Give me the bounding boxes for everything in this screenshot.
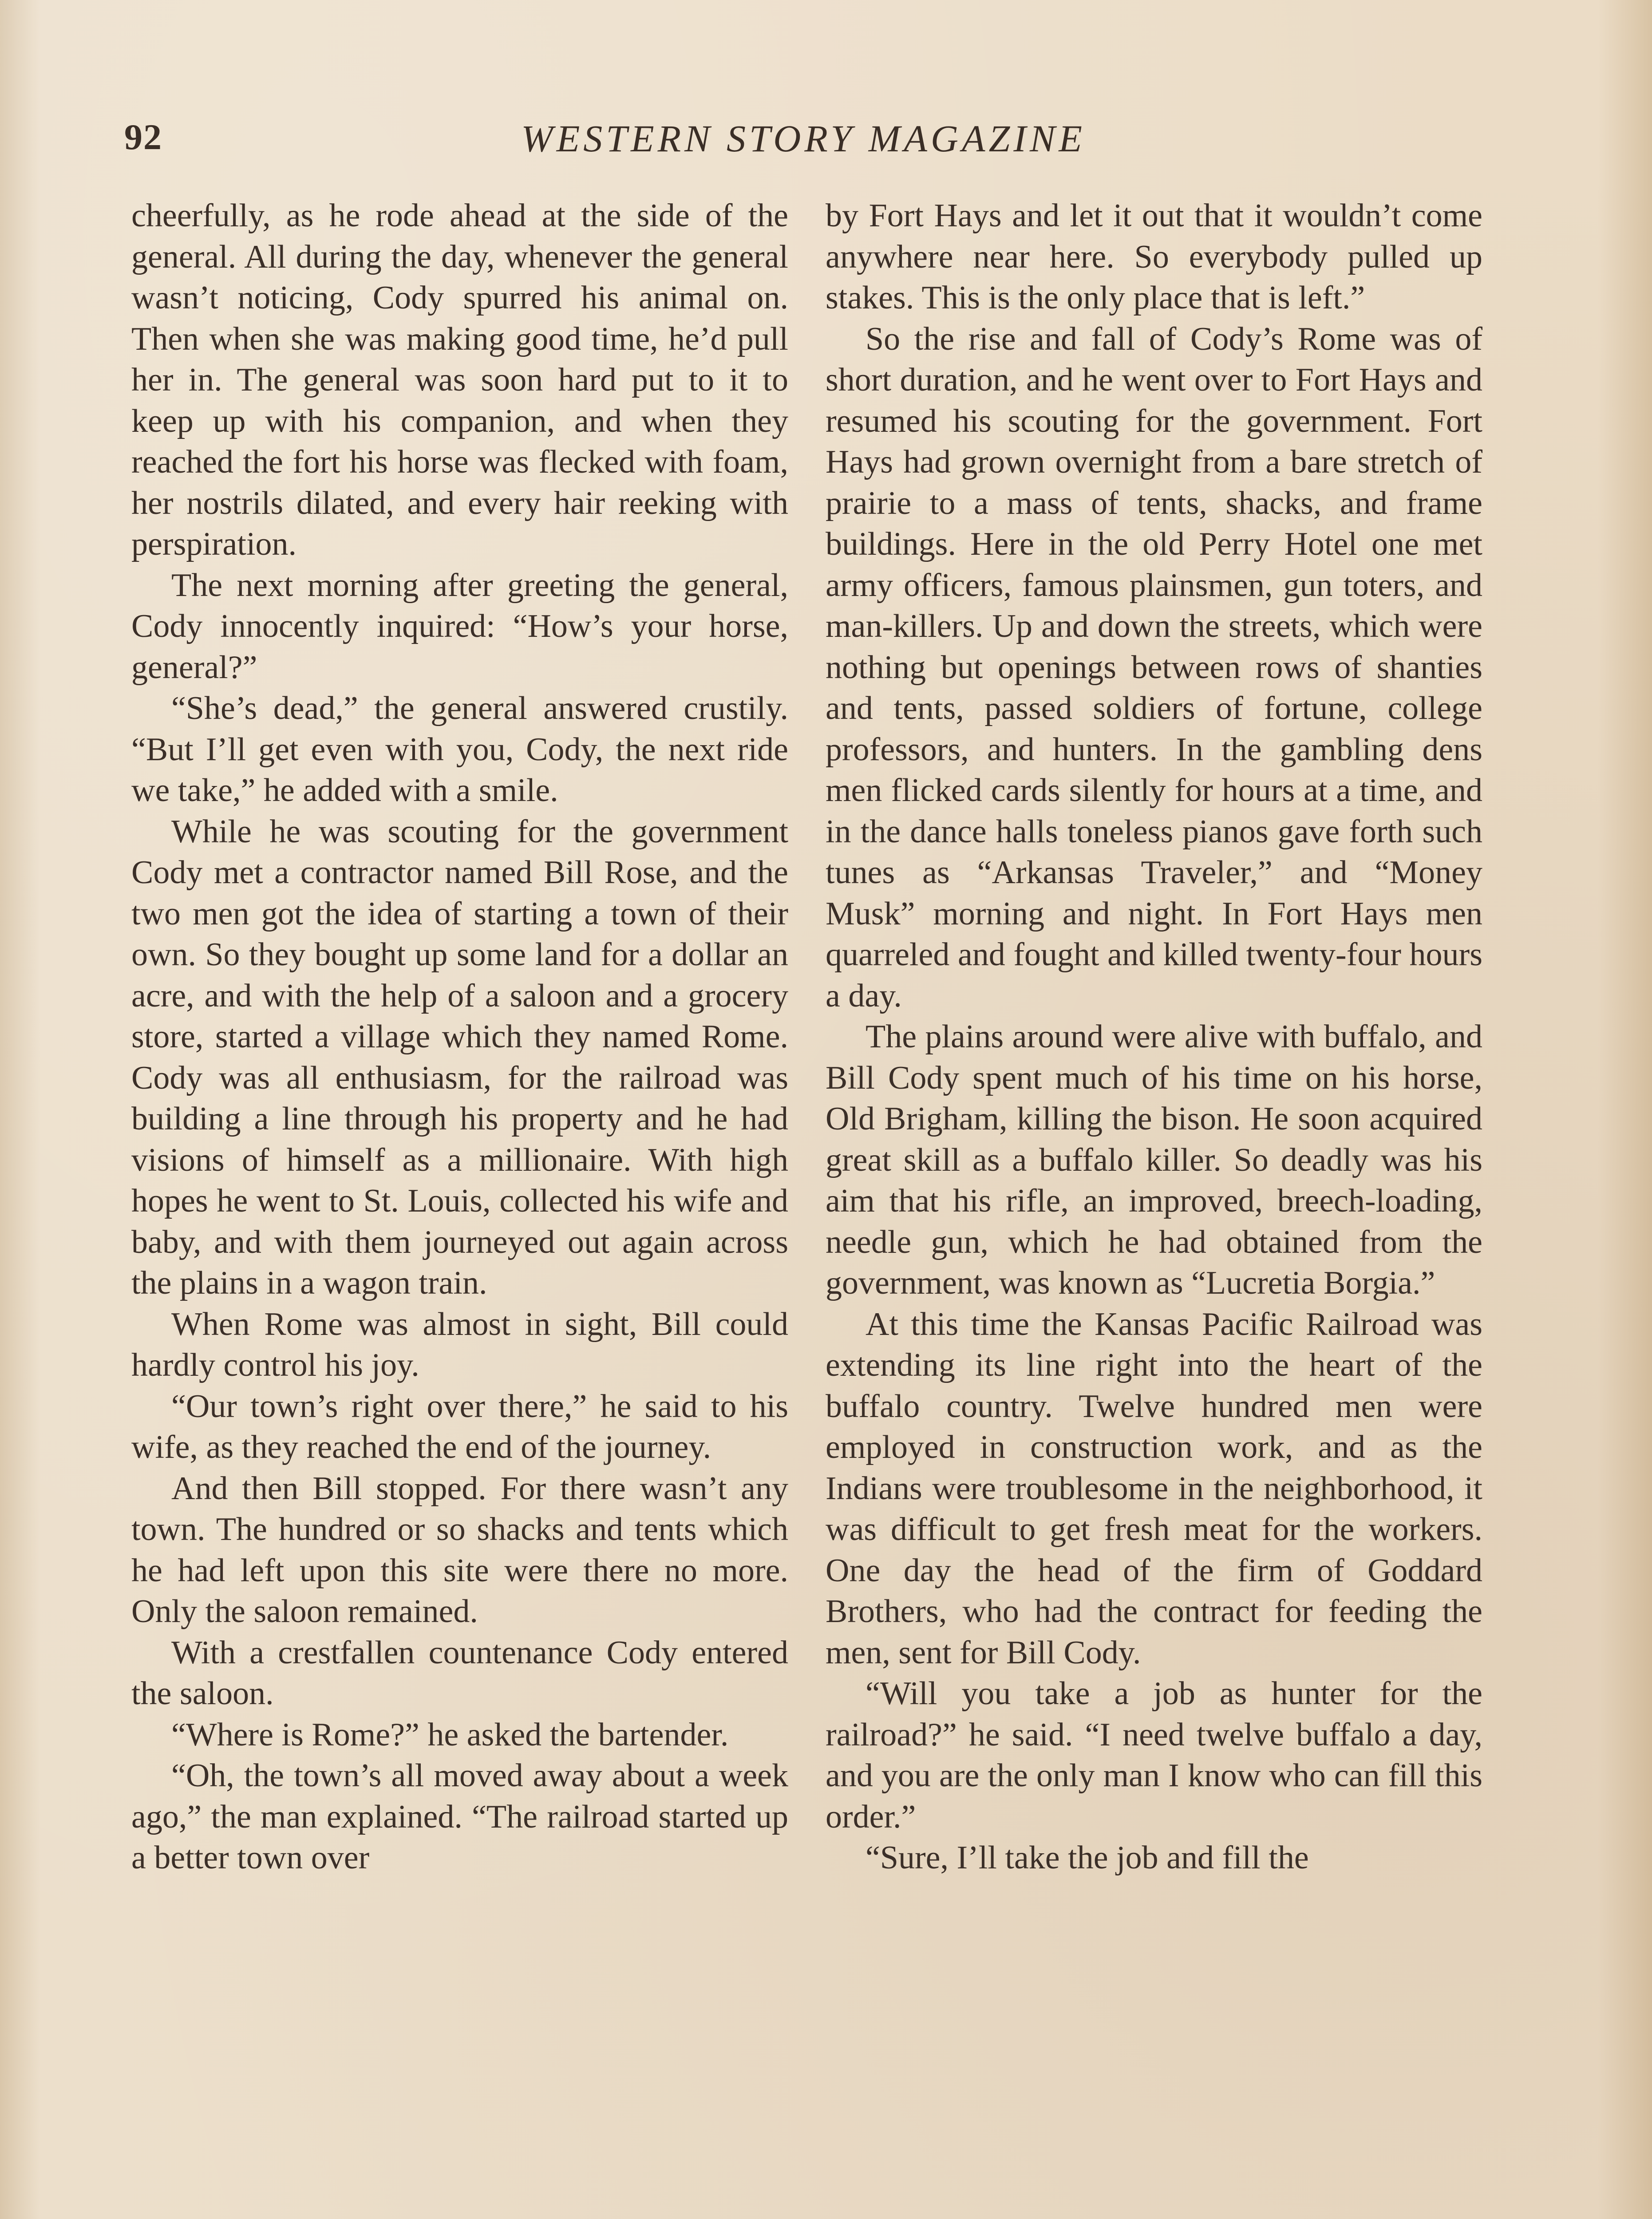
page-header — [124, 116, 1482, 165]
paragraph: At this time the Kansas Pacific Railroad was extending its line right into the heart of the buffalo country. Twelve hundred men were employed in construction work, and as the Indians were troublesome in the neighborhood, it was difficult to get fresh meat for the workers. One day the head of the firm of Goddard Brothers, who had the contract for feeding the men, sent for Bill Cody. — [826, 1306, 1482, 1671]
page-number: 92 — [124, 117, 162, 157]
paragraph: With a crestfallen countenance Cody entered the saloon. — [131, 1634, 788, 1712]
paragraph: “Our town’s right over there,” he said to his wife, as they reached the end of the journey. — [131, 1388, 788, 1465]
left-column — [131, 195, 788, 1879]
paragraph: While he was scouting for the government Cody met a contractor named Bill Rose, and the two men got the idea of starting a town of their own. So they bought up some land for a dollar an acre, and with the help of a saloon and a grocery store, started a village which they named Rome. Cody was all enthusiasm, for the railroad was building a line through his property and he had visions of himself as a millionaire. With high hopes he went to St. Louis, collected his wife and baby, and with them journeyed out again across the plains in a wagon train. — [131, 813, 788, 1301]
paragraph: “Sure, I’ll take the job and fill the — [866, 1840, 1309, 1876]
right-column — [826, 195, 1482, 1879]
magazine-title: WESTERN STORY MAGAZINE — [521, 117, 1086, 160]
paragraph: “Oh, the town’s all moved away about a week ago,” the man explained. “The railroad started up a better town over — [131, 1757, 788, 1876]
paragraph: So the rise and fall of Cody’s Rome was of short duration, and he went over to Fort Hays and resumed his scouting for the government. Fort Hays had grown overnight from a bare stretch of prairie to a mass of tents, shacks, and frame buildings. Here in the old Perry Hotel one met army officers, famous plainsmen, gun toters, and man-killers. Up and down the streets, which were nothing but openings between rows of shanties and tents, passed soldiers of fortune, college professors, and hunters. In the gambling dens men flicked cards silently for hours at a time, and in the dance halls toneless pianos gave forth such tunes as “Arkansas Traveler,” and “Money Musk” morning and night. In Fort Hays men quarreled and fought and killed twenty-four hours a day. — [826, 320, 1482, 1014]
paragraph: “Will you take a job as hunter for the railroad?” he said. “I need twelve buffalo a day, and you are the only man I know who can fill this order.” — [826, 1675, 1482, 1835]
paragraph: The plains around were alive with buffalo, and Bill Cody spent much of his time on his horse, Old Brigham, killing the bison. He soon acquired great skill as a buffalo killer. So deadly was his aim that his rifle, an improved, breech-loading, needle gun, which he had obtained from the government, was known as “Lucretia Borgia.” — [826, 1019, 1482, 1301]
paragraph: When Rome was almost in sight, Bill could hardly control his joy. — [131, 1306, 788, 1383]
paragraph: “She’s dead,” the general answered crustily. “But I’ll get even with you, Cody, the next ride we take,” he added with a smile. — [131, 690, 788, 809]
paragraph: by Fort Hays and let it out that it wouldn’t come anywhere near here. So everybody pulled up stakes. This is the only place that is left.” — [826, 197, 1482, 316]
paragraph: The next morning after greeting the general, Cody innocently inquired: “How’s your horse, general?” — [131, 567, 788, 686]
paragraph: And then Bill stopped. For there wasn’t any town. The hundred or so shacks and tents which he had left upon this site were there no more. Only the saloon remained. — [131, 1470, 788, 1630]
paragraph: cheerfully, as he rode ahead at the side of the general. All during the day, whenever the general wasn’t noticing, Cody spurred his animal on. Then when she was making good time, he’d pull her in. The general was soon hard put to it to keep up with his companion, and when they reached the fort his horse was flecked with foam, her nostrils dilated, and every hair reeking with perspiration. — [131, 197, 788, 562]
paragraph: “Where is Rome?” he asked the bartender. — [171, 1716, 729, 1753]
